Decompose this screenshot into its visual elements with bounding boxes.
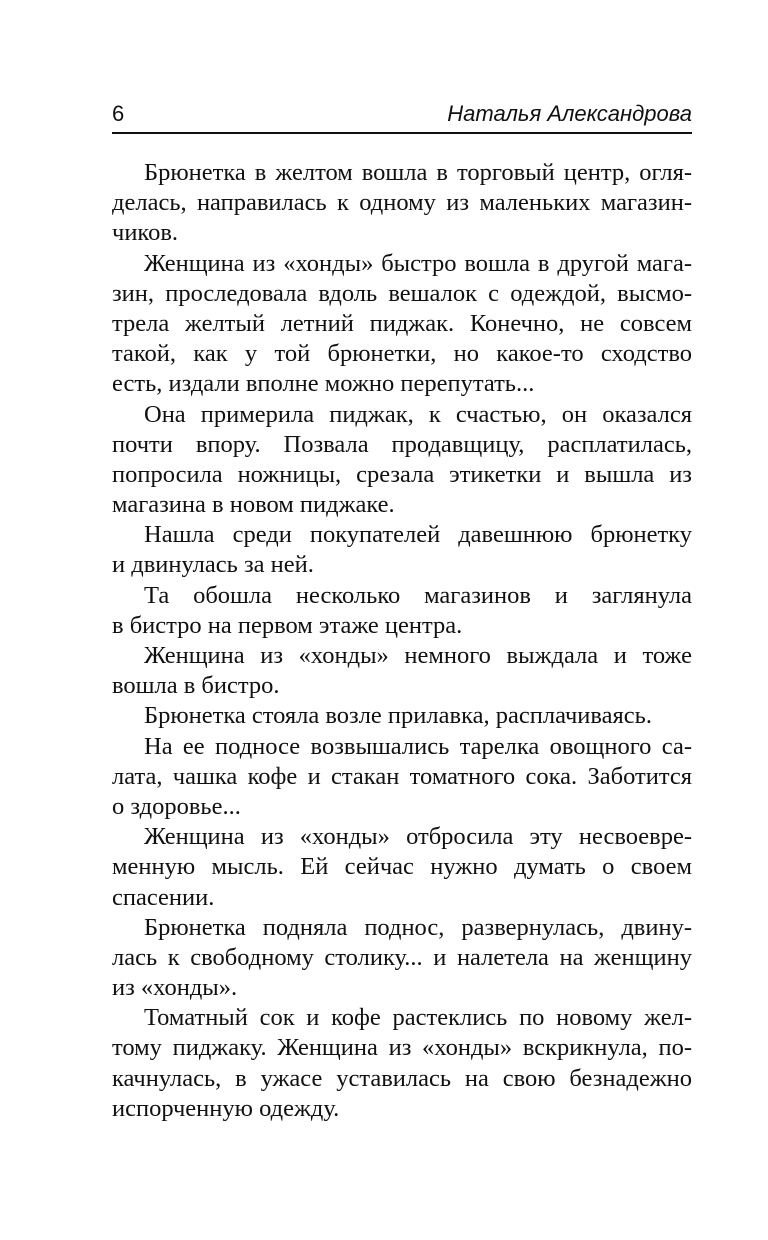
author-name: Наталья Александрова bbox=[447, 101, 692, 126]
page-text bbox=[112, 158, 692, 1124]
text-line: о здоровье... bbox=[112, 792, 241, 820]
paragraph bbox=[112, 1003, 692, 1124]
text-line: Брюнетка в желтом вошла в торговый центр, огля- bbox=[144, 159, 692, 186]
paragraph bbox=[112, 822, 692, 913]
text-line: Женщина из «хонды» немного выждала и тоже bbox=[144, 642, 692, 669]
text-line: лата, чашка кофе и стакан томатного сока. Заботится bbox=[112, 762, 692, 790]
text-line: Брюнетка стояла возле прилавка, расплачиваясь. bbox=[144, 702, 652, 730]
text-line: трела желтый летний пиджак. Конечно, не совсем bbox=[112, 309, 692, 337]
paragraph bbox=[112, 158, 692, 249]
text-line: есть, издали вполне можно перепутать... bbox=[112, 370, 535, 398]
text-line: делась, направилась к одному из маленьких магазин- bbox=[112, 189, 692, 217]
paragraph bbox=[112, 701, 692, 731]
text-line: Томатный сок и кофе растеклись по новому жел- bbox=[144, 1004, 692, 1032]
text-line: зин, проследовала вдоль вешалок с одеждой, высмо- bbox=[112, 279, 692, 307]
text-line: в бистро на первом этаже центра. bbox=[112, 611, 463, 639]
text-line: Женщина из «хонды» отбросила эту несвоевре- bbox=[144, 823, 692, 851]
page-number: 6 bbox=[112, 101, 125, 126]
text-line: Женщина из «хонды» быстро вошла в другой мага- bbox=[144, 249, 692, 277]
paragraph bbox=[112, 732, 692, 823]
text-line: качнулась, в ужасе уставилась на свою безнадежно bbox=[112, 1064, 692, 1092]
text-line: из «хонды». bbox=[112, 974, 238, 1002]
text-line: вошла в бистро. bbox=[112, 672, 280, 700]
paragraph bbox=[112, 249, 692, 400]
paragraph bbox=[112, 581, 692, 641]
text-line: попросила ножницы, срезала этикетки и вышла из bbox=[112, 460, 692, 488]
paragraph bbox=[112, 913, 692, 1004]
paragraph bbox=[112, 520, 692, 580]
text-line: магазина в новом пиджаке. bbox=[112, 491, 395, 519]
text-line: почти впору. Позвала продавщицу, расплатилась, bbox=[112, 430, 692, 458]
text-line: Та обошла несколько магазинов и заглянула bbox=[144, 581, 692, 609]
text-line: Брюнетка подняла поднос, развернулась, двину- bbox=[144, 913, 692, 941]
text-line: тому пиджаку. Женщина из «хонды» вскрикнула, по- bbox=[112, 1034, 692, 1062]
running-header bbox=[112, 98, 692, 134]
text-line: лась к свободному столику... и налетела на женщину bbox=[112, 943, 692, 971]
text-line: чиков. bbox=[112, 219, 179, 247]
text-line: такой, как у той брюнетки, но какое-то сходство bbox=[112, 340, 692, 368]
paragraph bbox=[112, 641, 692, 701]
text-line: и двинулась за ней. bbox=[112, 551, 314, 579]
text-line: Нашла среди покупателей давешнюю брюнетку bbox=[144, 521, 692, 549]
text-line: Она примерила пиджак, к счастью, он оказался bbox=[144, 400, 692, 428]
text-line: спасении. bbox=[112, 883, 215, 911]
text-line: испорченную одежду. bbox=[112, 1094, 340, 1122]
text-line: менную мысль. Ей сейчас нужно думать о своем bbox=[112, 853, 692, 881]
paragraph bbox=[112, 400, 692, 521]
text-line: На ее подносе возвышались тарелка овощного са- bbox=[144, 732, 692, 760]
